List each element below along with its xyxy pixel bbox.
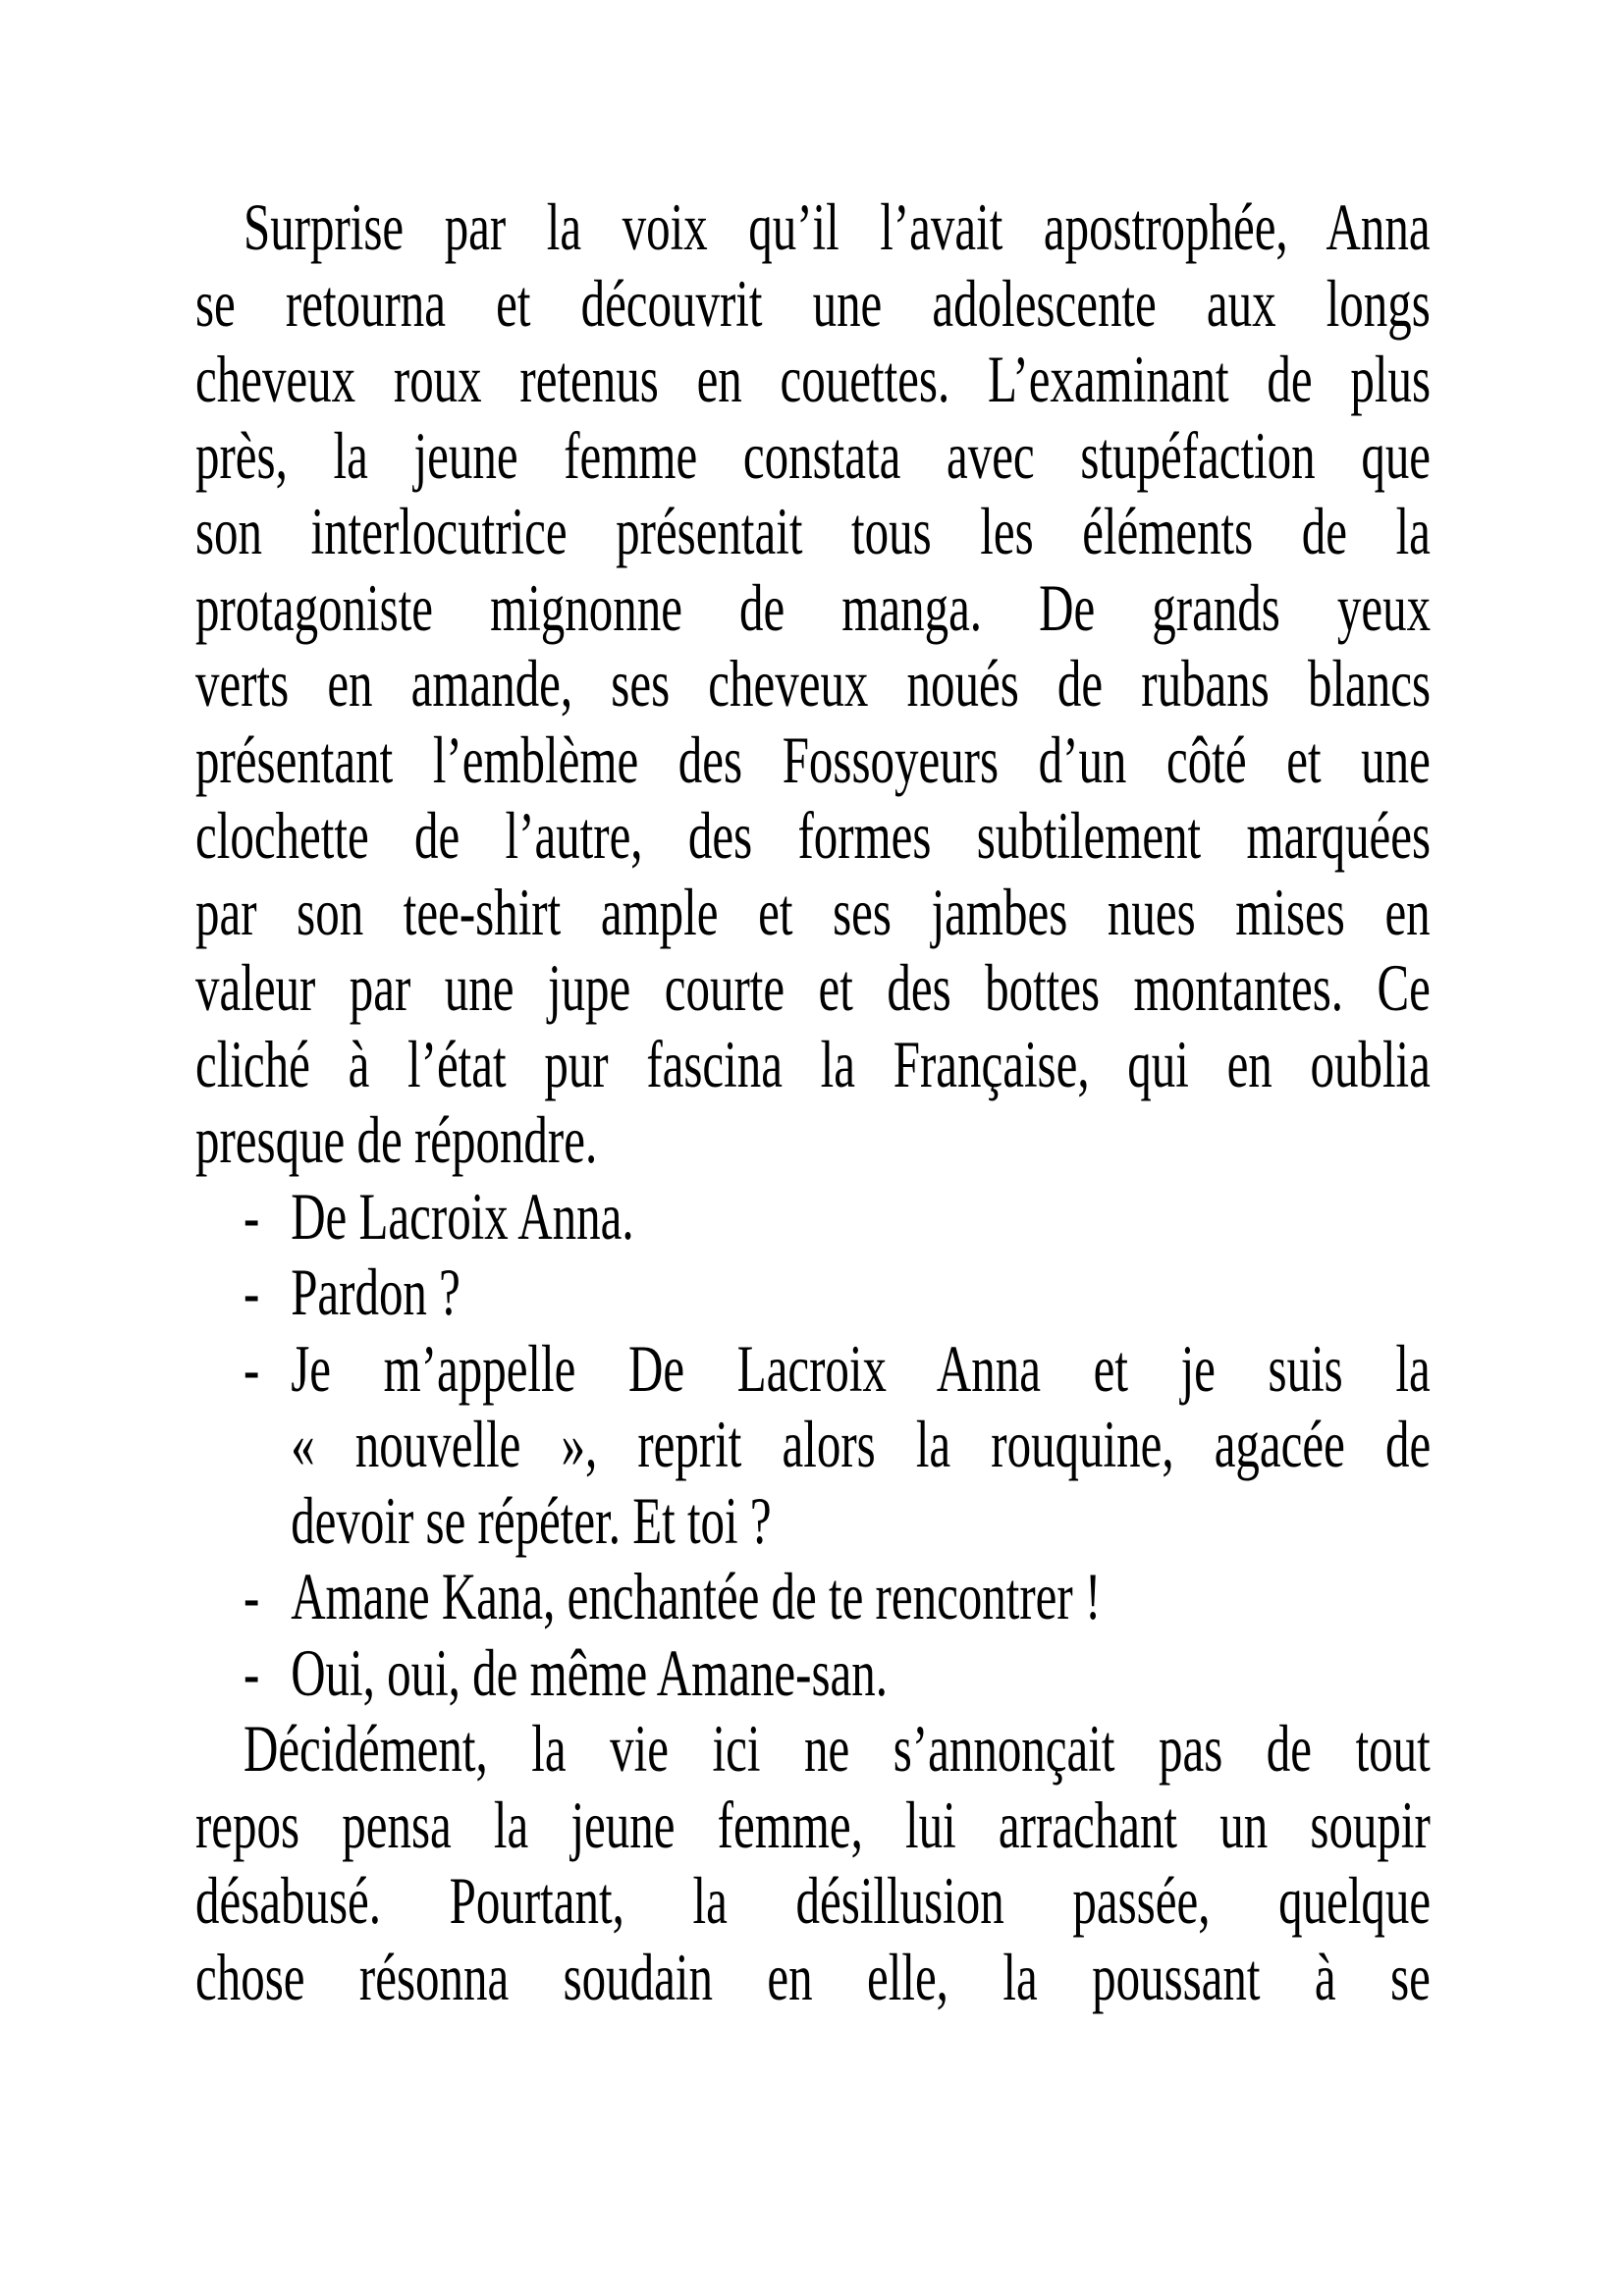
line-text: « nouvelle », reprit alors la rouquine, agacée de: [291, 1407, 1432, 1481]
text-line: [195, 266, 1431, 343]
text-line: [195, 1331, 1431, 1408]
line-text: Surprise par la voix qu’il l’avait apostrophée, Anna: [243, 189, 1431, 264]
line-text: chose résonna soudain en elle, la poussant à se: [195, 1939, 1431, 2014]
dialogue-dash: -: [243, 1330, 260, 1406]
line-text: protagoniste mignonne de manga. De grands yeux: [195, 569, 1432, 645]
line-text: verts en amande, ses cheveux noués de rubans blancs: [195, 646, 1432, 721]
text-line: [195, 570, 1431, 647]
line-text: par son tee-shirt ample et ses jambes nues mises en: [195, 874, 1431, 949]
text-line: [195, 950, 1431, 1027]
text-line: [195, 798, 1431, 875]
line-text: presque de répondre.: [195, 1102, 598, 1177]
text-line: [195, 418, 1431, 495]
line-text: désabusé. Pourtant, la désillusion passée, quelque: [195, 1863, 1432, 1938]
line-text: devoir se répéter. Et toi ?: [291, 1482, 772, 1558]
text-line: [195, 1483, 1431, 1560]
line-text: près, la jeune femme constata avec stupéfaction que: [195, 417, 1432, 493]
line-text: son interlocutrice présentait tous les éléments de la: [195, 494, 1431, 568]
text-line: [195, 1255, 1431, 1331]
text-line: [195, 1711, 1431, 1788]
dialogue-dash: -: [243, 1559, 260, 1633]
line-text: se retourna et découvrit une adolescente aux longs: [195, 265, 1431, 341]
line-text: Oui, oui, de même Amane-san.: [291, 1634, 888, 1710]
line-text: Décidément, la vie ici ne s’annonçait pas de tout: [243, 1711, 1431, 1786]
line-text: présentant l’emblème des Fossoyeurs d’un côté et une: [195, 721, 1431, 797]
text-line: [195, 342, 1431, 418]
line-text: Pardon ?: [291, 1255, 460, 1329]
text-line: [195, 189, 1431, 266]
line-text: repos pensa la jeune femme, lui arrachant un soupir: [195, 1787, 1431, 1862]
text-line: [195, 1788, 1431, 1864]
text-line: [195, 494, 1431, 570]
text-line: [195, 1407, 1431, 1483]
dialogue-dash: -: [243, 1178, 260, 1254]
line-text: De Lacroix Anna.: [291, 1178, 634, 1254]
text-line: [195, 1863, 1431, 1940]
dialogue-dash: -: [243, 1255, 260, 1329]
text-line: [195, 1179, 1431, 1255]
text-line: [195, 1027, 1431, 1103]
text-line: [195, 875, 1431, 951]
line-text: valeur par une jupe courte et des bottes montantes. Ce: [195, 950, 1431, 1025]
text-line: [195, 1559, 1431, 1635]
line-text: Amane Kana, enchantée de te rencontrer !: [291, 1559, 1102, 1633]
text-line: [195, 722, 1431, 799]
line-text: Je m’appelle De Lacroix Anna et je suis la: [291, 1330, 1431, 1406]
text-line: [195, 646, 1431, 722]
text-line: [195, 1635, 1431, 1712]
line-text: cliché à l’état pur fascina la Française, qui en oublia: [195, 1026, 1431, 1101]
line-text: clochette de l’autre, des formes subtilement marquées: [195, 798, 1432, 873]
page-text: [195, 189, 1431, 2015]
dialogue-dash: -: [243, 1634, 260, 1710]
line-text: cheveux roux retenus en couettes. L’examinant de plus: [195, 342, 1432, 416]
text-line: [195, 1940, 1431, 2016]
text-line: [195, 1102, 1431, 1179]
